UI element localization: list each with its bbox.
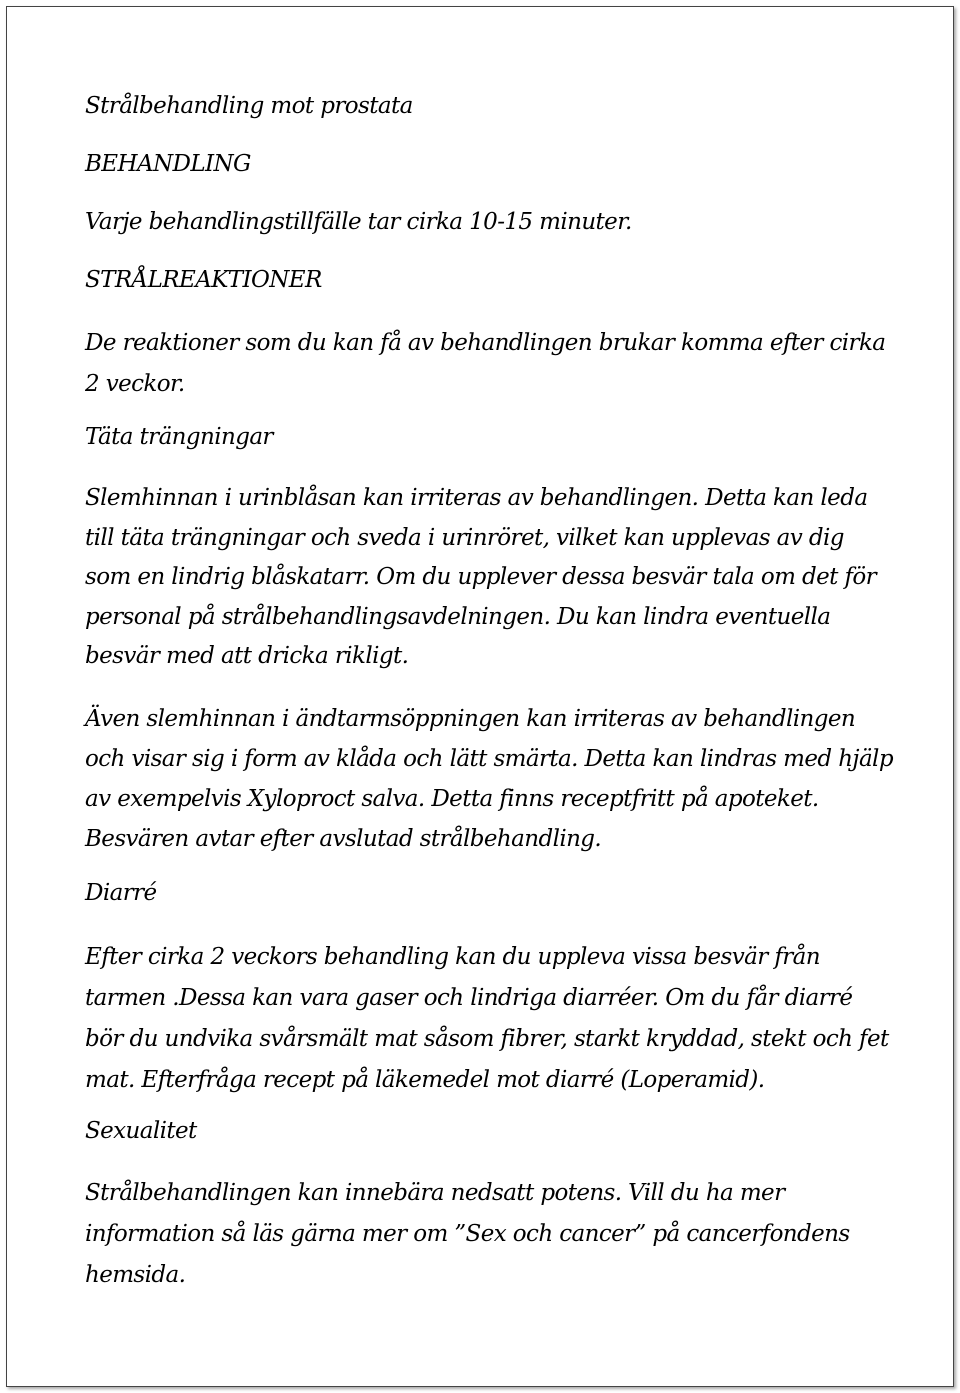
section-heading-stralreaktioner: STRÅLREAKTIONER xyxy=(85,267,322,293)
subheading-sexualitet: Sexualitet xyxy=(85,1118,197,1144)
document-title: Strålbehandling mot prostata xyxy=(85,93,413,119)
paragraph-reaktioner: De reaktioner som du kan få av behandlingen brukar komma efter cirka 2 veckor. xyxy=(85,330,886,397)
subheading-diarre: Diarré xyxy=(85,880,157,906)
paragraph-sexualitet: Strålbehandlingen kan innebära nedsatt potens. Vill du ha mer information så läs gärna mer om ”Sex och cancer” på cancerfondens hemsida. xyxy=(85,1180,850,1288)
paragraph-tata-trangningar: Slemhinnan i urinblåsan kan irriteras av behandlingen. Detta kan leda till täta trängningar och sveda i urinröret, vilket kan upplevas av dig som en lindrig blåskatarr. Om du upplever dessa besvär tala om det för personal på strålbehandlingsavdelningen. Du kan lindra eventuella besvär med att dricka rikligt. xyxy=(85,485,877,669)
section-heading-behandling: BEHANDLING xyxy=(85,151,251,177)
paragraph-andtarm: Även slemhinnan i ändtarmsöppningen kan irriteras av behandlingen och visar sig i form av klåda och lätt smärta. Detta kan lindras med hjälp av exempelvis Xyloproct salva. Detta finns receptfritt på apoteket. Besvären avtar efter avslutad strålbehandling. xyxy=(85,706,893,852)
document-page xyxy=(6,6,954,1387)
paragraph-diarre: Efter cirka 2 veckors behandling kan du uppleva vissa besvär från tarmen .Dessa kan vara gaser och lindriga diarréer. Om du får diarré bör du undvika svårsmält mat såsom fibrer, starkt kryddad, stekt och fet mat. Efterfråga recept på läkemedel mot diarré (Loperamid). xyxy=(85,944,889,1093)
subheading-tata-trangningar: Täta trängningar xyxy=(85,424,273,450)
paragraph-behandling: Varje behandlingstillfälle tar cirka 10-15 minuter. xyxy=(85,209,632,235)
